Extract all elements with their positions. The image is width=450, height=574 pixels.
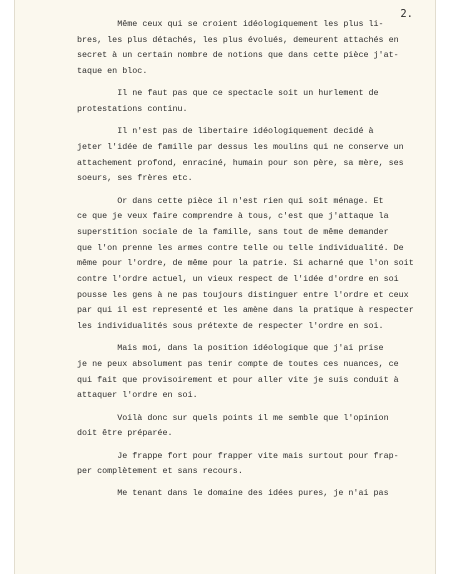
paragraph-4 [77,194,429,335]
page-number: 2. [400,8,413,20]
paragraph-3 [77,124,429,187]
text-line: protestations continu. [77,104,188,115]
text-line: Mais moi, dans la position idéologique que j'ai prise [77,343,384,354]
text-line: Je frappe fort pour frapper vite mais surtout pour frap- [77,450,399,461]
text-line: bres, les plus détachés, les plus évolués, demeurent attachés en [77,34,399,45]
text-line: doit être préparée. [77,428,173,439]
text-line: que l'on prenne les armes contre telle ou telle individualité. De [77,242,404,253]
text-line: contre l'ordre actuel, un vieux respect de l'idée d'ordre en soi [77,274,399,285]
text-line: per complètement et sans recours. [77,466,243,477]
text-line: Me tenant dans le domaine des idées pures, je n'ai pas [77,488,389,499]
text-line: taque en bloc. [77,66,148,77]
text-line: secret à un certain nombre de notions que dans cette pièce j'at- [77,50,399,61]
text-line: Voilà donc sur quels points il me semble que l'opinion [77,412,389,423]
text-line: attaquer l'ordre en soi. [77,390,198,401]
typewritten-page [14,0,436,574]
text-line: Or dans cette pièce il n'est rien qui soit ménage. Et [77,195,384,206]
text-line: même pour l'ordre, de même pour la patrie. Si acharné que l'on soit [77,258,414,269]
text-line: jeter l'idée de famille par dessus les moulins qui ne conserve un [77,141,404,152]
text-line: Il n'est pas de libertaire idéologiquement decidé à [77,126,374,137]
text-line: Même ceux qui se croient idéologiquement les plus li- [77,19,384,29]
paragraph-6 [77,411,429,442]
text-line: ce que je veux faire comprendre à tous, c'est que j'attaque la [77,211,389,222]
paragraph-8 [77,486,429,502]
text-line: pousse les gens à ne pas toujours distinguer entre l'ordre et ceux [77,289,409,300]
document-body [77,17,429,509]
text-line: qui fait que provisoirement et pour aller vite je suis conduit à [77,374,399,385]
paragraph-7 [77,449,429,480]
text-line: attachement profond, enraciné, humain pour son père, sa mère, ses [77,157,404,168]
paragraph-1 [77,17,429,80]
paragraph-5 [77,341,429,404]
text-line: superstition sociale de la famille, sans tout de même demander [77,226,389,237]
text-line: Il ne faut pas que ce spectacle soit un hurlement de [77,88,379,99]
text-line: par qui il est representé et les amène dans la pratique à respecter [77,305,414,316]
text-line: les individualités sous prétexte de respecter l'ordre en soi. [77,321,384,332]
paragraph-2 [77,86,429,117]
text-line: je ne peux absolument pas tenir compte de toutes ces nuances, ce [77,359,399,370]
text-line: soeurs, ses frères etc. [77,173,193,184]
